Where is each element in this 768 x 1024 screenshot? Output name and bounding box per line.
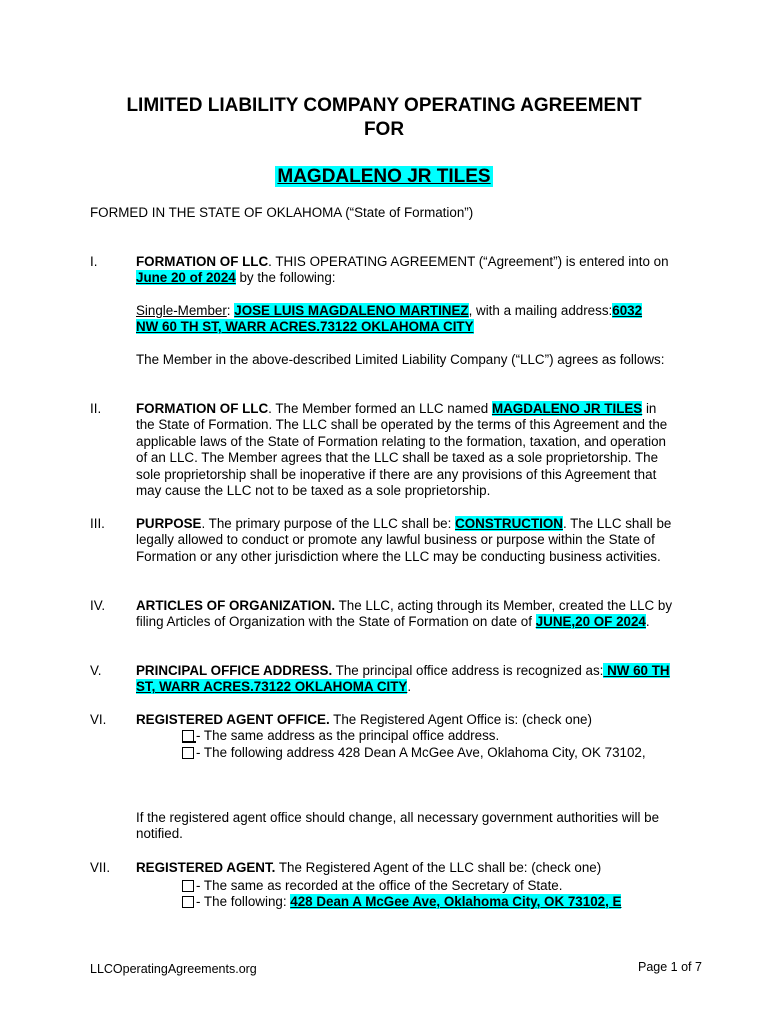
section-5-text: PRINCIPAL OFFICE ADDRESS. The principal office address is recognized as: NW 60 TH ST, WARR ACRES.73122 OKLAHOMA CITY. — [136, 663, 670, 695]
single-member-label: Single-Member — [136, 303, 227, 318]
section-1-intro: FORMATION OF LLC. THIS OPERATING AGREEMENT (“Agreement”) is entered into on June 20 of 2024 by the following: — [136, 254, 669, 286]
section-5-number: V. — [90, 663, 102, 678]
checkbox-divider — [182, 741, 196, 743]
footer-site: LLCOperatingAgreements.org — [90, 962, 257, 976]
agent-office-option-2[interactable]: - The following address 428 Dean A McGee Ave, Oklahoma City, OK 73102, — [182, 745, 646, 761]
section-5-heading: PRINCIPAL OFFICE ADDRESS. — [136, 663, 333, 678]
section-6-intro: REGISTERED AGENT OFFICE. The Registered Agent Office is: (check one) — [136, 712, 592, 727]
member-agrees: The Member in the above-described Limited Liability Company (“LLC”) agrees as follows: — [136, 352, 665, 367]
mailing-address-part-1: 6032 — [612, 303, 643, 318]
footer-page-number: Page 1 of 7 — [638, 960, 702, 974]
title-line-1: LIMITED LIABILITY COMPANY OPERATING AGREEMENT — [126, 95, 642, 116]
llc-name: MAGDALENO JR TILES — [491, 401, 643, 416]
registered-agent-option-1[interactable]: - The same as recorded at the office of the Secretary of State. — [182, 878, 562, 894]
section-7-heading: REGISTERED AGENT. — [136, 860, 276, 875]
formed-in-statement: FORMED IN THE STATE OF OKLAHOMA (“State of Formation”) — [90, 205, 474, 220]
articles-date: JUNE,20 OF 2024 — [535, 614, 646, 630]
section-4-text: ARTICLES OF ORGANIZATION. The LLC, acting through its Member, created the LLC by filing Articles of Organization with the State of Formation on date of JUNE,20 OF 2024. — [136, 598, 673, 630]
mailing-address-part-2: NW 60 TH ST, WARR ACRES.73122 OKLAHOMA CITY — [136, 319, 474, 335]
section-7-intro: REGISTERED AGENT. The Registered Agent of the LLC shall be: (check one) — [136, 860, 602, 875]
section-2-text: FORMATION OF LLC. The Member formed an LLC named MAGDALENO JR TILES in the State of Formation. The LLC shall be operated by the terms of this Agreement and the applicable laws of the State of Formation relating to the formation, taxation, and operation of an LLC. The Member agrees that the LLC shall be taxed as a sole proprietorship. The sole proprietorship shall be inoperative if there are any provisions of this Agreement that may cause the LLC not to be taxed as a sole proprietorship. — [136, 401, 668, 499]
section-3-heading: PURPOSE — [136, 516, 202, 531]
agent-office-option-1[interactable]: - The same address as the principal office address. — [182, 728, 499, 744]
checkbox-icon[interactable] — [182, 747, 194, 759]
registered-agent-address: 428 Dean A McGee Ave, Oklahoma City, OK 73102, E — [290, 894, 622, 909]
agreement-date: June 20 of 2024 — [136, 270, 236, 286]
section-7-number: VII. — [90, 860, 111, 875]
principal-office-address: NW 60 TH ST, WARR ACRES.73122 OKLAHOMA CITY — [136, 663, 670, 695]
single-member-line: Single-Member: JOSE LUIS MAGDALENO MARTINEZ, with a mailing address:6032 NW 60 TH ST, WARR ACRES.73122 OKLAHOMA CITY — [136, 303, 643, 335]
section-6-number: VI. — [90, 712, 107, 727]
section-1-heading: FORMATION OF LLC — [136, 254, 269, 269]
section-2-heading: FORMATION OF LLC — [136, 401, 269, 416]
section-6-heading: REGISTERED AGENT OFFICE. — [136, 712, 330, 727]
member-name: JOSE LUIS MAGDALENO MARTINEZ — [234, 303, 469, 318]
section-4-number: IV. — [90, 598, 106, 613]
title-line-2: FOR — [363, 119, 405, 140]
section-1-number: I. — [90, 254, 98, 269]
checkbox-icon[interactable] — [182, 880, 194, 892]
section-3-text: PURPOSE. The primary purpose of the LLC shall be: CONSTRUCTION. The LLC shall be legally allowed to conduct or promote any lawful business or purpose within the State of Formation or any other jurisdiction where the LLC may be conducting business activities. — [136, 516, 672, 564]
company-name: MAGDALENO JR TILES — [277, 166, 491, 187]
section-4-heading: ARTICLES OF ORGANIZATION. — [136, 598, 336, 613]
section-3-number: III. — [90, 516, 105, 531]
registered-agent-option-2[interactable]: - The following: 428 Dean A McGee Ave, Oklahoma City, OK 73102, E — [182, 894, 621, 910]
checkbox-icon[interactable] — [182, 896, 194, 908]
llc-purpose: CONSTRUCTION — [455, 516, 563, 531]
agent-office-change-note: If the registered agent office should change, all necessary government authorities will be notified. — [136, 810, 660, 842]
section-2-number: II. — [90, 401, 102, 416]
